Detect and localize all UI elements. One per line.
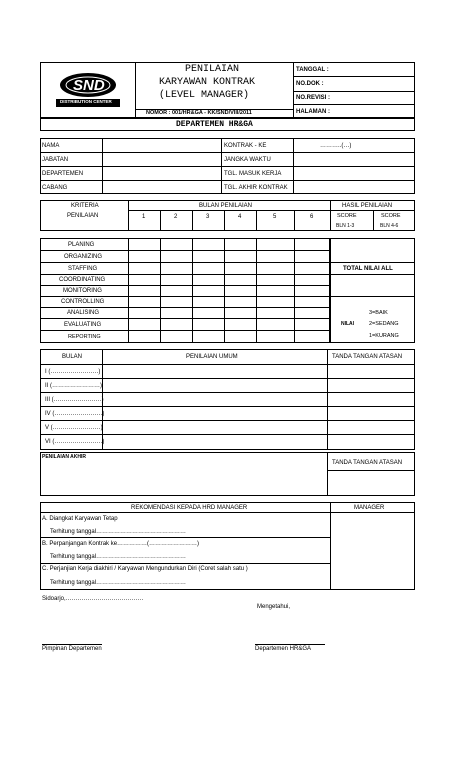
recommendation-title: REKOMENDASI KEPADA HRD MANAGER (131, 505, 248, 511)
total-nilai-label: TOTAL NILAI ALL (343, 266, 393, 272)
score-1-label: SCORE (337, 213, 357, 219)
month-6: 6 (310, 214, 314, 220)
option-a-date: Terhitung tanggal……………………………………… (50, 529, 187, 535)
month-row-2: II (……………………) (45, 383, 102, 389)
score-kurang: 1=KURANG (369, 333, 399, 339)
month-4: 4 (238, 214, 242, 220)
document-number: NOMOR : 001/HR&GA - KK/SND/VIII/2011 (146, 110, 252, 116)
option-b: B. Perpanjangan Kontrak ke……………(……………………) (42, 541, 200, 547)
kontrak-ke-value: ………..(…) (320, 143, 352, 149)
month-row-4: IV (……………………) (45, 411, 105, 417)
score-baik: 3=BAIK (369, 310, 388, 316)
hrga-label: Departemen HR&GA (255, 646, 312, 652)
criteria-planing: PLANING (68, 242, 95, 248)
title-line-3: (LEVEL MANAGER) (159, 90, 250, 101)
month-row-6: VI (……………………) (45, 439, 105, 445)
no-dok-label: NO.DOK : (296, 81, 324, 87)
tgl-akhir-label: TGL. AKHIR KONTRAK (224, 185, 288, 191)
nilai-label: NILAI (341, 321, 355, 327)
criteria-monitoring: MONITORING (63, 288, 102, 294)
tanda-tangan-header: TANDA TANGAN ATASAN (332, 354, 403, 360)
bulan-header: BULAN (62, 354, 83, 360)
pimpinan-signature-line (42, 644, 102, 645)
jangka-waktu-label: JANGKA WAKTU (224, 157, 271, 163)
manager-header: MANAGER (354, 505, 385, 511)
hasil-penilaian-label: HASIL PENILAIAN (342, 203, 393, 209)
sidoarjo-date: Sidoarjo,………………………………… (42, 596, 144, 602)
criteria-coordinating: COORDINATING (59, 277, 106, 283)
kontrak-ke-label: KONTRAK - KE (224, 143, 267, 149)
cabang-label: CABANG (42, 185, 68, 191)
criteria-controlling: CONTROLLING (61, 299, 105, 305)
month-3: 3 (206, 214, 210, 220)
pimpinan-label: Pimpinan Departemen (42, 646, 102, 652)
kriteria-label: KRITERIA (71, 203, 99, 209)
month-row-1: I (……………………) (45, 369, 101, 375)
tanggal-label: TANGGAL : (296, 67, 329, 73)
halaman-label: HALAMAN : (296, 109, 330, 115)
criteria-evaluating: EVALUATING (64, 322, 102, 328)
month-1: 1 (142, 214, 146, 220)
month-5: 5 (273, 214, 277, 220)
bulan-penilaian-label: BULAN PENILAIAN (199, 203, 253, 209)
final-assessment-box (40, 452, 415, 496)
company-logo (46, 69, 130, 109)
option-a: A. Diangkat Karyawan Tetap (42, 516, 118, 522)
score-sedang: 2=SEDANG (369, 321, 399, 327)
no-revisi-label: NO.REVISI : (296, 95, 331, 101)
penilaian-umum-header: PENILAIAN UMUM (186, 354, 238, 360)
jabatan-label: JABATAN (42, 157, 69, 163)
option-c-date: Terhitung tanggal……………………………………… (50, 580, 187, 586)
option-b-date: Terhitung tanggal……………………………………… (50, 554, 187, 560)
criteria-reporting: REPORTING (68, 334, 101, 340)
logo-text: SND (73, 77, 105, 94)
month-row-5: V (……………………) (45, 425, 103, 431)
mengetahui-label: Mengetahui, (257, 604, 291, 610)
hrga-signature-line (255, 644, 325, 645)
penilaian-akhir-label: PENILAIAN AKHIR (42, 454, 86, 460)
criteria-organizing: ORGANIZING (64, 254, 103, 260)
tgl-masuk-label: TGL. MASUK KERJA (224, 171, 282, 177)
month-2: 2 (174, 214, 178, 220)
nama-label: NAMA (42, 143, 60, 149)
logo-subtitle: DISTRIBUTION CENTER (60, 99, 112, 104)
title-line-2: KARYAWAN KONTRAK (159, 77, 256, 88)
final-signature-label: TANDA TANGAN ATASAN (332, 460, 403, 466)
bln-1-3-label: BLN 1-3 (336, 223, 355, 229)
title-line-1: PENILAIAN (185, 64, 240, 75)
penilaian-label: PENILAIAN (67, 213, 99, 219)
bln-4-6-label: BLN 4-6 (380, 223, 399, 229)
option-c: C. Perjanjian Kerja diakhiri / Karyawan Mengundurkan Diri (Coret salah satu ) (42, 566, 248, 572)
departemen-label: DEPARTEMEN (42, 171, 84, 177)
month-row-3: III (……………………) (45, 397, 104, 403)
score-2-label: SCORE (381, 213, 401, 219)
department-title: DEPARTEMEN HR&GA (176, 120, 253, 129)
criteria-staffing: STAFFING (68, 266, 98, 272)
criteria-analising: ANALISING (67, 310, 100, 316)
